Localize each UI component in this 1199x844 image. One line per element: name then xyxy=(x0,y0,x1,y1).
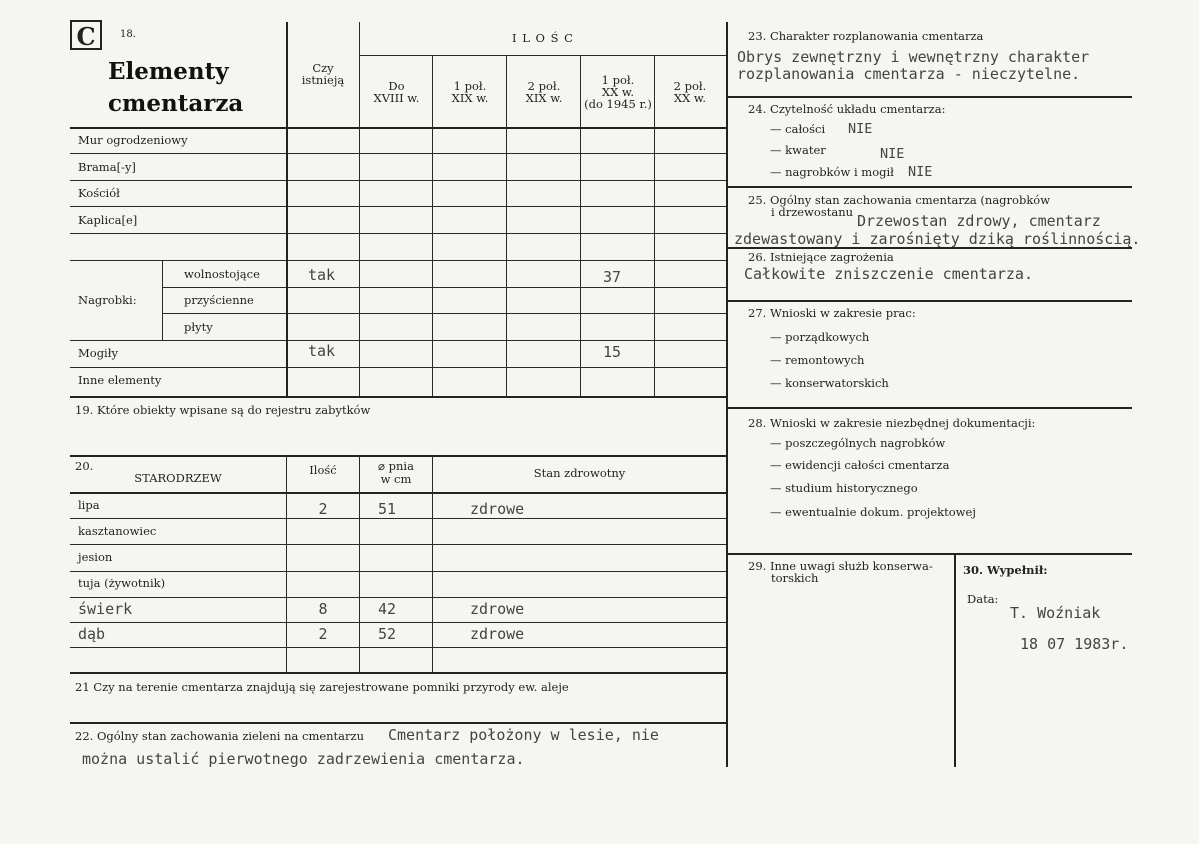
row-brama: Brama[-y] xyxy=(78,160,136,174)
tree-count-5: 8 xyxy=(318,600,328,618)
works-cleaning: — porządkowych xyxy=(770,330,870,344)
section-25-text-line1: Drzewostan zdrowy, cmentarz xyxy=(857,212,1101,230)
tree-name-1: lipa xyxy=(78,498,100,512)
section-18-title-line2: cmentarza xyxy=(108,90,244,117)
col-trunk-line1: ⌀ pnia xyxy=(378,459,414,473)
row-nagrobki: Nagrobki: xyxy=(78,293,137,307)
works-conservation: — konserwatorskich xyxy=(770,376,889,390)
tree-state-1: zdrowe xyxy=(470,500,525,518)
section-28-label: 28. Wnioski w zakresie niezbędnej dokumentacji: xyxy=(748,416,1036,430)
section-30-label: 30. Wypełnił: xyxy=(963,563,1048,577)
tree-name-4: tuja (żywotnik) xyxy=(78,576,166,590)
section-26-text: Całkowite zniszczenie cmentarza. xyxy=(744,265,1033,283)
signer-name: T. Woźniak xyxy=(1010,604,1101,622)
row-kosciol: Kościół xyxy=(78,186,120,200)
readability-whole-value: NIE xyxy=(848,121,873,137)
col-tree-count: Ilość xyxy=(309,463,337,477)
tree-diameter-1: 51 xyxy=(378,500,397,518)
starodrzew-title: STARODRZEW xyxy=(134,471,222,485)
tree-name-5: świerk xyxy=(78,600,133,618)
section-30-date-label: Data: xyxy=(967,592,999,606)
mogily-exists: tak xyxy=(308,342,336,360)
readability-graves-label: — nagrobków i mogił xyxy=(770,165,894,179)
row-plyty: płyty xyxy=(184,320,213,334)
wolnostojace-count: 37 xyxy=(603,268,622,286)
tree-diameter-5: 42 xyxy=(378,600,397,618)
col-trunk-line2: w cm xyxy=(380,472,412,486)
tree-count-6: 2 xyxy=(318,625,328,643)
section-24-label: 24. Czytelność układu cmentarza: xyxy=(748,102,946,116)
col-exists-line1: Czy xyxy=(312,61,334,75)
row-mur: Mur ogrodzeniowy xyxy=(78,133,188,147)
readability-quarters-label: — kwater xyxy=(770,143,826,157)
tree-diameter-6: 52 xyxy=(378,625,397,643)
period-header-4b: XX w. xyxy=(601,85,635,99)
section-21-label: 21 Czy na terenie cmentarza znajdują się zarejestrowane pomniki przyrody ew. aleje xyxy=(75,680,569,694)
period-header-5b: XX w. xyxy=(673,91,707,105)
section-23-label: 23. Charakter rozplanowania cmentarza xyxy=(748,29,984,43)
period-header-3b: XIX w. xyxy=(525,91,563,105)
period-header-1a: Do xyxy=(388,79,405,93)
section-27-label: 27. Wnioski w zakresie prac: xyxy=(748,306,916,320)
section-29-label-line2: torskich xyxy=(771,571,819,585)
tree-name-3: jesion xyxy=(78,550,113,564)
readability-whole-label: — całości xyxy=(770,122,826,136)
period-header-3a: 2 poł. xyxy=(527,79,561,93)
row-inne: Inne elementy xyxy=(78,373,162,387)
signer-date: 18 07 1983r. xyxy=(1020,635,1129,653)
section-18-number: 18. xyxy=(120,29,136,40)
mogily-count: 15 xyxy=(603,343,622,361)
tree-name-2: kasztanowiec xyxy=(78,524,157,538)
section-19-label: 19. Które obiekty wpisane są do rejestru zabytków xyxy=(75,403,371,417)
period-header-1b: XVIII w. xyxy=(373,91,420,105)
readability-quarters-value: NIE xyxy=(880,146,905,162)
section-22-label: 22. Ogólny stan zachowania zieleni na cmentarzu xyxy=(75,729,364,743)
section-22-text-line1: Cmentarz położony w lesie, nie xyxy=(388,726,659,744)
period-header-5a: 2 poł. xyxy=(673,79,707,93)
section-25-label-line1: 25. Ogólny stan zachowania cmentarza (nagrobków xyxy=(748,193,1051,207)
section-22-text-line2: można ustalić pierwotnego zadrzewienia cmentarza. xyxy=(82,750,525,768)
section-25-text-line2: zdewastowany i zarośnięty dziką roślinnością. xyxy=(734,230,1141,248)
docs-records: — ewidencji całości cmentarza xyxy=(770,458,950,472)
period-header-4c: (do 1945 r.) xyxy=(584,97,652,111)
section-letter-box: C xyxy=(70,20,102,50)
row-kaplica: Kaplica[e] xyxy=(78,213,138,227)
ilosc-header: I L O Ś C xyxy=(512,31,574,45)
row-mogily: Mogiły xyxy=(78,346,118,360)
section-23-text-line2: rozplanowania cmentarza - nieczytelne. xyxy=(737,65,1081,83)
section-20-number: 20. xyxy=(75,459,94,473)
tree-name-6: dąb xyxy=(78,625,106,643)
col-health: Stan zdrowotny xyxy=(533,466,626,480)
tree-count-1: 2 xyxy=(318,500,328,518)
period-header-2a: 1 poł. xyxy=(453,79,487,93)
row-przyscienne: przyścienne xyxy=(184,293,254,307)
section-18-title-line1: Elementy xyxy=(108,58,229,85)
period-header-4a: 1 poł. xyxy=(601,73,635,87)
section-29-label-line1: 29. Inne uwagi służb konserwa- xyxy=(748,559,933,573)
section-23-text-line1: Obrys zewnętrzny i wewnętrzny charakter xyxy=(737,48,1090,66)
tree-state-6: zdrowe xyxy=(470,625,525,643)
col-exists-line2: istnieją xyxy=(301,73,345,87)
period-header-2b: XIX w. xyxy=(451,91,489,105)
wolnostojace-exists: tak xyxy=(308,266,336,284)
docs-tombstones: — poszczególnych nagrobków xyxy=(770,436,946,450)
readability-graves-value: NIE xyxy=(908,164,933,180)
section-25-label-line2: i drzewostanu xyxy=(771,205,854,219)
tree-state-5: zdrowe xyxy=(470,600,525,618)
row-wolnostojace: wolnostojące xyxy=(184,267,260,281)
works-repair: — remontowych xyxy=(770,353,865,367)
docs-history: — studium historycznego xyxy=(770,481,918,495)
docs-design: — ewentualnie dokum. projektowej xyxy=(770,505,976,519)
section-26-label: 26. Istniejące zagrożenia xyxy=(748,250,894,264)
